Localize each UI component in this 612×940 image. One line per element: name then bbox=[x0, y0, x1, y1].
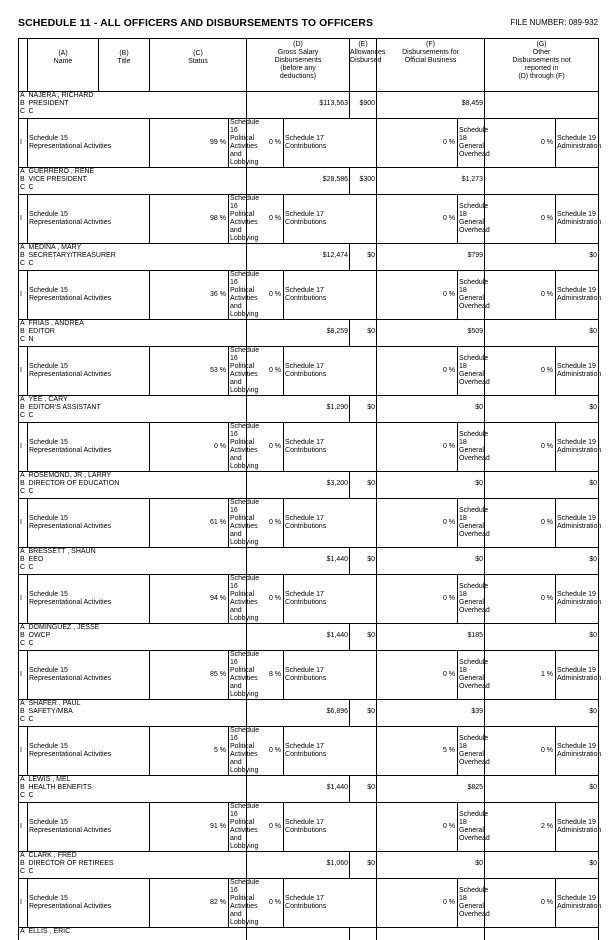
schedule16-percent: 0 % bbox=[247, 271, 284, 320]
officer-identity bbox=[28, 92, 247, 119]
officer-name: CLARK , FRED bbox=[28, 852, 247, 860]
official-business: $825 bbox=[377, 776, 485, 803]
allocation-row bbox=[19, 423, 599, 472]
officer-name: FRIAS , ANDREA bbox=[28, 320, 247, 328]
officer-row bbox=[19, 472, 599, 499]
schedule17-label: Schedule 17 Contributions bbox=[284, 119, 377, 168]
schedule19-label: Schedule 19 Administration bbox=[556, 575, 599, 624]
officer-status: C bbox=[28, 488, 247, 496]
col-abc-header bbox=[19, 39, 28, 92]
official-business: $0 bbox=[377, 472, 485, 499]
gross-salary: $8,259 bbox=[247, 320, 350, 347]
schedule16-percent: 0 % bbox=[247, 803, 284, 852]
officer-title: PRESIDENT bbox=[28, 100, 247, 108]
official-business bbox=[377, 928, 485, 940]
schedule16-percent: 0 % bbox=[247, 347, 284, 396]
schedule17-label: Schedule 17 Contributions bbox=[284, 271, 377, 320]
schedule17-percent: 0 % bbox=[377, 499, 458, 548]
schedule19-label: Schedule 19 Administration bbox=[556, 119, 599, 168]
schedule15-percent: 61 % bbox=[150, 499, 229, 548]
officer-title: VICE PRESIDENT bbox=[28, 176, 247, 184]
officer-status: C bbox=[28, 412, 247, 420]
abc-labels: A B C bbox=[19, 92, 28, 119]
allowances: $0 bbox=[350, 776, 377, 803]
schedule17-percent: 0 % bbox=[377, 879, 458, 928]
schedule17-percent: 0 % bbox=[377, 651, 458, 700]
officer-identity bbox=[28, 700, 247, 727]
schedule15-label: Schedule 15 Representational Activities bbox=[28, 575, 150, 624]
officer-name: ROSEMOND, JR , LARRY bbox=[28, 472, 247, 480]
officer-name: MEDINA , MARY bbox=[28, 244, 247, 252]
i-label: I bbox=[19, 423, 28, 472]
official-business: $185 bbox=[377, 624, 485, 651]
official-business: $8,459 bbox=[377, 92, 485, 119]
officer-row bbox=[19, 92, 599, 119]
schedule18-percent: 2 % bbox=[485, 803, 556, 852]
officer-row bbox=[19, 320, 599, 347]
schedule17-percent: 0 % bbox=[377, 195, 458, 244]
i-label: I bbox=[19, 347, 28, 396]
schedule16-label: Schedule 16 Political Activities and Lobbying bbox=[229, 651, 247, 700]
officer-name: DOMINGUEZ , JESSE bbox=[28, 624, 247, 632]
official-business: $799 bbox=[377, 244, 485, 271]
schedule16-label: Schedule 16 Political Activities and Lobbying bbox=[229, 271, 247, 320]
officer-title: DIRECTOR OF EDUCATION bbox=[28, 480, 247, 488]
officer-name: BRESSETT , SHAUN bbox=[28, 548, 247, 556]
other-disbursements: $0 bbox=[485, 548, 599, 575]
officer-identity bbox=[28, 168, 247, 195]
schedule15-label: Schedule 15 Representational Activities bbox=[28, 727, 150, 776]
officer-row bbox=[19, 624, 599, 651]
schedule17-label: Schedule 17 Contributions bbox=[284, 499, 377, 548]
gross-salary: $6,896 bbox=[247, 700, 350, 727]
col-b-header: (B) Title bbox=[99, 39, 150, 92]
schedule15-label: Schedule 15 Representational Activities bbox=[28, 651, 150, 700]
schedule17-label: Schedule 17 Contributions bbox=[284, 575, 377, 624]
schedule16-label: Schedule 16 Political Activities and Lobbying bbox=[229, 575, 247, 624]
schedule16-label: Schedule 16 Political Activities and Lobbying bbox=[229, 727, 247, 776]
schedule-title: SCHEDULE 11 - ALL OFFICERS AND DISBURSEMENTS TO OFFICERS bbox=[18, 17, 373, 29]
schedule18-percent: 1 % bbox=[485, 651, 556, 700]
officer-row bbox=[19, 168, 599, 195]
i-label: I bbox=[19, 727, 28, 776]
schedule18-percent: 0 % bbox=[485, 499, 556, 548]
schedule16-label: Schedule 16 Political Activities and Lobbying bbox=[229, 423, 247, 472]
schedule15-label: Schedule 15 Representational Activities bbox=[28, 271, 150, 320]
officer-identity bbox=[28, 396, 247, 423]
allocation-row bbox=[19, 119, 599, 168]
schedule19-label: Schedule 19 Administration bbox=[556, 727, 599, 776]
schedule19-label: Schedule 19 Administration bbox=[556, 499, 599, 548]
other-disbursements: $0 bbox=[485, 244, 599, 271]
schedule17-label: Schedule 17 Contributions bbox=[284, 727, 377, 776]
gross-salary: $12,474 bbox=[247, 244, 350, 271]
schedule18-label: Schedule 18 General Overhead bbox=[458, 347, 485, 396]
officer-status: C bbox=[28, 108, 247, 116]
allowances: $0 bbox=[350, 320, 377, 347]
officer-row bbox=[19, 548, 599, 575]
schedule16-percent: 0 % bbox=[247, 423, 284, 472]
officer-title: EDITOR'S ASSISTANT bbox=[28, 404, 247, 412]
i-label: I bbox=[19, 271, 28, 320]
officer-title: EEO bbox=[28, 556, 247, 564]
col-g-header: (G) Other Disbursements not reported in (D) through (F) bbox=[485, 39, 599, 92]
officer-identity bbox=[28, 244, 247, 271]
col-a-header: (A) Name bbox=[28, 39, 99, 92]
other-disbursements bbox=[485, 92, 599, 119]
schedule18-label: Schedule 18 General Overhead bbox=[458, 423, 485, 472]
allocation-row bbox=[19, 803, 599, 852]
schedule17-label: Schedule 17 Contributions bbox=[284, 651, 377, 700]
other-disbursements bbox=[485, 928, 599, 940]
schedule15-percent: 36 % bbox=[150, 271, 229, 320]
other-disbursements: $0 bbox=[485, 776, 599, 803]
schedule16-percent: 0 % bbox=[247, 195, 284, 244]
officer-title: EDITOR bbox=[28, 328, 247, 336]
schedule15-label: Schedule 15 Representational Activities bbox=[28, 347, 150, 396]
schedule18-percent: 0 % bbox=[485, 271, 556, 320]
official-business: $0 bbox=[377, 852, 485, 879]
gross-salary: $28,586 bbox=[247, 168, 350, 195]
officer-name: LEWIS , MEL bbox=[28, 776, 247, 784]
officer-status: C bbox=[28, 868, 247, 876]
schedule16-percent: 0 % bbox=[247, 879, 284, 928]
schedule17-percent: 0 % bbox=[377, 575, 458, 624]
i-label: I bbox=[19, 119, 28, 168]
allowances: $0 bbox=[350, 244, 377, 271]
gross-salary bbox=[247, 928, 350, 940]
schedule17-percent: 0 % bbox=[377, 271, 458, 320]
schedule17-percent: 0 % bbox=[377, 119, 458, 168]
officer-status: C bbox=[28, 564, 247, 572]
abc-labels: A B C bbox=[19, 624, 28, 651]
schedule18-percent: 0 % bbox=[485, 575, 556, 624]
schedule17-percent: 0 % bbox=[377, 803, 458, 852]
allowances bbox=[350, 928, 377, 940]
allowances: $0 bbox=[350, 700, 377, 727]
schedule17-percent: 5 % bbox=[377, 727, 458, 776]
gross-salary: $1,290 bbox=[247, 396, 350, 423]
schedule18-label: Schedule 18 General Overhead bbox=[458, 879, 485, 928]
i-label: I bbox=[19, 499, 28, 548]
schedule16-percent: 0 % bbox=[247, 499, 284, 548]
col-f-header: (F) Disbursements for Official Business bbox=[377, 39, 485, 92]
allowances: $300 bbox=[350, 168, 377, 195]
schedule16-percent: 0 % bbox=[247, 727, 284, 776]
officer-identity bbox=[28, 624, 247, 651]
officer-name: SHAFER , PAUL bbox=[28, 700, 247, 708]
schedule19-label: Schedule 19 Administration bbox=[556, 271, 599, 320]
schedule18-label: Schedule 18 General Overhead bbox=[458, 271, 485, 320]
schedule16-percent: 8 % bbox=[247, 651, 284, 700]
officer-status: N bbox=[28, 336, 247, 344]
other-disbursements: $0 bbox=[485, 852, 599, 879]
schedule15-label: Schedule 15 Representational Activities bbox=[28, 119, 150, 168]
gross-salary: $113,563 bbox=[247, 92, 350, 119]
schedule19-label: Schedule 19 Administration bbox=[556, 651, 599, 700]
allowances: $0 bbox=[350, 472, 377, 499]
schedule15-percent: 99 % bbox=[150, 119, 229, 168]
official-business: $0 bbox=[377, 548, 485, 575]
schedule16-label: Schedule 16 Political Activities and Lobbying bbox=[229, 803, 247, 852]
schedule15-percent: 0 % bbox=[150, 423, 229, 472]
schedule16-label: Schedule 16 Political Activities and Lobbying bbox=[229, 195, 247, 244]
allowances: $0 bbox=[350, 852, 377, 879]
schedule17-label: Schedule 17 Contributions bbox=[284, 879, 377, 928]
schedule16-label: Schedule 16 Political Activities and Lobbying bbox=[229, 499, 247, 548]
i-label: I bbox=[19, 195, 28, 244]
officer-name: NAJERA , RICHARD bbox=[28, 92, 247, 100]
abc-labels: A B C bbox=[19, 472, 28, 499]
official-business: $0 bbox=[377, 396, 485, 423]
schedule16-label: Schedule 16 Political Activities and Lobbying bbox=[229, 347, 247, 396]
allocation-row bbox=[19, 271, 599, 320]
schedule18-percent: 0 % bbox=[485, 727, 556, 776]
officer-status: C bbox=[28, 716, 247, 724]
schedule15-percent: 94 % bbox=[150, 575, 229, 624]
officer-identity bbox=[28, 548, 247, 575]
schedule18-label: Schedule 18 General Overhead bbox=[458, 803, 485, 852]
schedule15-label: Schedule 15 Representational Activities bbox=[28, 423, 150, 472]
schedule16-label: Schedule 16 Political Activities and Lobbying bbox=[229, 879, 247, 928]
officer-title: SAFETY/MBA bbox=[28, 708, 247, 716]
officer-identity bbox=[28, 776, 247, 803]
gross-salary: $3,200 bbox=[247, 472, 350, 499]
other-disbursements: $0 bbox=[485, 472, 599, 499]
other-disbursements: $0 bbox=[485, 320, 599, 347]
officer-name: YEE , CARY bbox=[28, 396, 247, 404]
officer-row-partial bbox=[19, 928, 599, 940]
allocation-row bbox=[19, 651, 599, 700]
officer-status: C bbox=[28, 792, 247, 800]
i-label: I bbox=[19, 575, 28, 624]
other-disbursements: $0 bbox=[485, 624, 599, 651]
schedule18-label: Schedule 18 General Overhead bbox=[458, 195, 485, 244]
allowances: $0 bbox=[350, 548, 377, 575]
officer-row bbox=[19, 852, 599, 879]
officer-title: SECRETARY/TREASURER bbox=[28, 252, 247, 260]
officer-row bbox=[19, 776, 599, 803]
i-label: I bbox=[19, 803, 28, 852]
officers-table bbox=[18, 38, 599, 940]
other-disbursements: $0 bbox=[485, 700, 599, 727]
abc-labels: A B C bbox=[19, 700, 28, 727]
officer-name: GUERRERO , RENE bbox=[28, 168, 247, 176]
abc-labels: A B C bbox=[19, 244, 28, 271]
col-e-header: (E) Allowances Disbursed bbox=[350, 39, 377, 92]
abc-labels: A B C bbox=[19, 320, 28, 347]
abc-labels: A B C bbox=[19, 548, 28, 575]
schedule17-label: Schedule 17 Contributions bbox=[284, 195, 377, 244]
allocation-row bbox=[19, 499, 599, 548]
officer-name: ELLIS , ERIC bbox=[28, 928, 247, 940]
schedule15-label: Schedule 15 Representational Activities bbox=[28, 195, 150, 244]
schedule18-label: Schedule 18 General Overhead bbox=[458, 119, 485, 168]
schedule16-percent: 0 % bbox=[247, 575, 284, 624]
gross-salary: $1,440 bbox=[247, 548, 350, 575]
officer-status: C bbox=[28, 184, 247, 192]
official-business: $39 bbox=[377, 700, 485, 727]
i-label: I bbox=[19, 879, 28, 928]
other-disbursements bbox=[485, 168, 599, 195]
schedule15-label: Schedule 15 Representational Activities bbox=[28, 499, 150, 548]
schedule15-percent: 91 % bbox=[150, 803, 229, 852]
i-label: I bbox=[19, 651, 28, 700]
schedule19-label: Schedule 19 Administration bbox=[556, 347, 599, 396]
official-business: $509 bbox=[377, 320, 485, 347]
gross-salary: $1,440 bbox=[247, 776, 350, 803]
gross-salary: $1,060 bbox=[247, 852, 350, 879]
allocation-row bbox=[19, 727, 599, 776]
schedule19-label: Schedule 19 Administration bbox=[556, 195, 599, 244]
allocation-row bbox=[19, 575, 599, 624]
schedule19-label: Schedule 19 Administration bbox=[556, 423, 599, 472]
abc-labels: A B C bbox=[19, 852, 28, 879]
schedule15-percent: 82 % bbox=[150, 879, 229, 928]
officer-identity bbox=[28, 320, 247, 347]
officer-row bbox=[19, 244, 599, 271]
schedule15-label: Schedule 15 Representational Activities bbox=[28, 879, 150, 928]
schedule15-percent: 85 % bbox=[150, 651, 229, 700]
officer-row bbox=[19, 700, 599, 727]
file-number: FILE NUMBER: 089-932 bbox=[510, 18, 598, 27]
abc-labels: A bbox=[19, 928, 28, 940]
schedule15-percent: 98 % bbox=[150, 195, 229, 244]
schedule18-percent: 0 % bbox=[485, 347, 556, 396]
schedule18-percent: 0 % bbox=[485, 879, 556, 928]
schedule15-percent: 53 % bbox=[150, 347, 229, 396]
abc-labels: A B C bbox=[19, 776, 28, 803]
schedule19-label: Schedule 19 Administration bbox=[556, 879, 599, 928]
schedule18-percent: 0 % bbox=[485, 119, 556, 168]
allowances: $0 bbox=[350, 396, 377, 423]
schedule17-label: Schedule 17 Contributions bbox=[284, 803, 377, 852]
abc-labels: A B C bbox=[19, 168, 28, 195]
officer-identity bbox=[28, 852, 247, 879]
officer-identity bbox=[28, 472, 247, 499]
allowances: $0 bbox=[350, 624, 377, 651]
officer-title: OWCP bbox=[28, 632, 247, 640]
col-d-header: (D) Gross Salary Disbursements (before any deductions) bbox=[247, 39, 350, 92]
schedule16-label: Schedule 16 Political Activities and Lobbying bbox=[229, 119, 247, 168]
allocation-row bbox=[19, 347, 599, 396]
abc-labels: A B C bbox=[19, 396, 28, 423]
schedule18-label: Schedule 18 General Overhead bbox=[458, 727, 485, 776]
column-header-row bbox=[19, 39, 599, 92]
schedule18-label: Schedule 18 General Overhead bbox=[458, 575, 485, 624]
allocation-row bbox=[19, 195, 599, 244]
official-business: $1,273 bbox=[377, 168, 485, 195]
col-c-header: (C) Status bbox=[150, 39, 247, 92]
other-disbursements: $0 bbox=[485, 396, 599, 423]
schedule15-percent: 5 % bbox=[150, 727, 229, 776]
schedule18-label: Schedule 18 General Overhead bbox=[458, 499, 485, 548]
gross-salary: $1,440 bbox=[247, 624, 350, 651]
page-header bbox=[18, 17, 598, 31]
officer-status: C bbox=[28, 640, 247, 648]
officer-title: DIRECTOR OF RETIREES bbox=[28, 860, 247, 868]
schedule17-label: Schedule 17 Contributions bbox=[284, 423, 377, 472]
schedule19-label: Schedule 19 Administration bbox=[556, 803, 599, 852]
officer-status: C bbox=[28, 260, 247, 268]
schedule17-percent: 0 % bbox=[377, 347, 458, 396]
schedule18-percent: 0 % bbox=[485, 423, 556, 472]
schedule15-label: Schedule 15 Representational Activities bbox=[28, 803, 150, 852]
schedule17-percent: 0 % bbox=[377, 423, 458, 472]
schedule17-label: Schedule 17 Contributions bbox=[284, 347, 377, 396]
allocation-row bbox=[19, 879, 599, 928]
officer-title: HEALTH BENEFITS bbox=[28, 784, 247, 792]
schedule16-percent: 0 % bbox=[247, 119, 284, 168]
allowances: $900 bbox=[350, 92, 377, 119]
schedule18-label: Schedule 18 General Overhead bbox=[458, 651, 485, 700]
officer-row bbox=[19, 396, 599, 423]
schedule18-percent: 0 % bbox=[485, 195, 556, 244]
